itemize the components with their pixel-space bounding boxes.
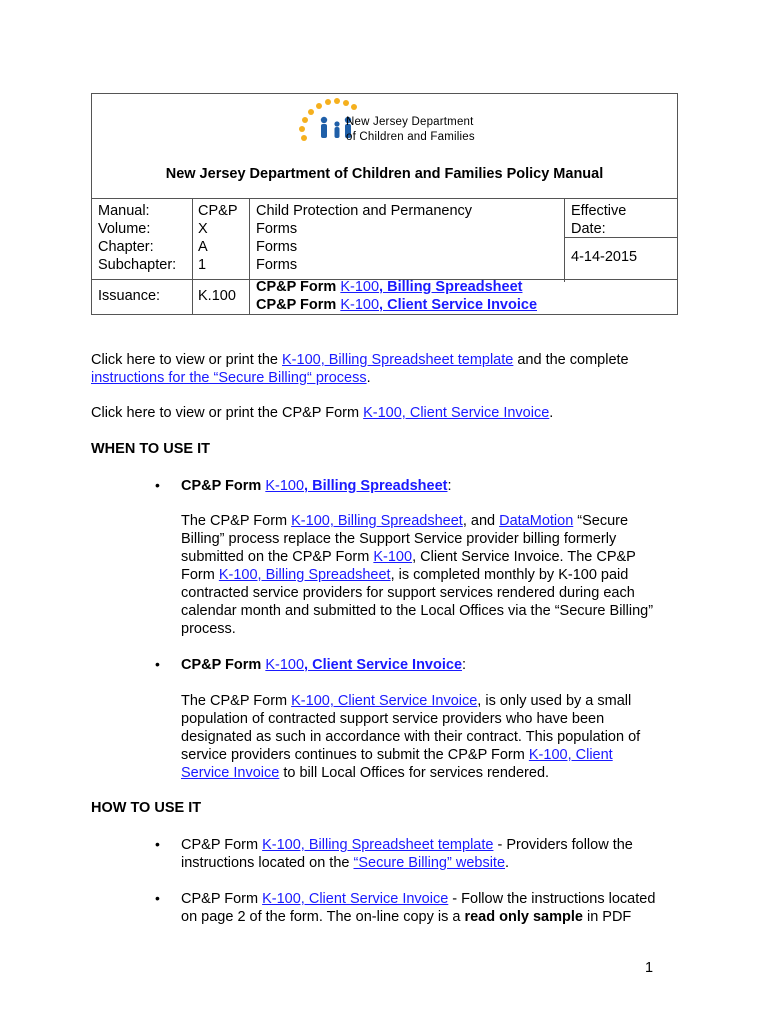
effective-date: 4-14-2015 — [571, 249, 638, 265]
para-text: instructions located on the — [181, 855, 354, 871]
code-issuance: K.100 — [198, 288, 236, 304]
when-item-1-para-line — [181, 548, 636, 566]
when-item-2-colon: : — [462, 657, 467, 673]
desc-subchapter: Forms — [256, 257, 298, 273]
when-item-2-para-line: population of contracted support service providers who have been — [181, 711, 605, 727]
para-text: - Follow the instructions located — [448, 891, 656, 907]
when-heading: WHEN TO USE IT — [91, 441, 210, 457]
how-item-1-line — [181, 854, 509, 872]
intro-text: . — [366, 370, 371, 386]
when-item-2-para-line: designated as such in accordance with their contract. This population of — [181, 729, 641, 745]
intro-text: Click here to view or print the — [91, 352, 282, 368]
how-heading: HOW TO USE IT — [91, 800, 202, 816]
issuance-billing-link-title[interactable]: , Billing Spreadsheet — [379, 279, 523, 295]
client-invoice-link[interactable]: Service Invoice — [181, 765, 280, 781]
issuance-line-2 — [256, 296, 537, 314]
intro-line-3 — [91, 404, 553, 422]
col-divider — [192, 198, 193, 315]
when-item-1-para-line: process. — [181, 621, 236, 637]
effective-label-2: Date: — [571, 221, 606, 237]
billing-template-link[interactable]: K-100, Billing Spreadsheet template — [262, 837, 494, 853]
para-text: The CP&P Form — [181, 693, 292, 709]
para-text: CP&P Form — [181, 891, 263, 907]
col-divider — [564, 198, 565, 282]
bullet-icon: • — [155, 890, 160, 906]
how-item-2-line — [181, 908, 631, 926]
bullet-icon: • — [155, 477, 160, 493]
bullet-icon: • — [155, 836, 160, 852]
para-text: service providers continues to submit the CP&P Form — [181, 747, 529, 763]
intro-line-2 — [91, 369, 371, 387]
para-text: in PDF — [582, 909, 632, 925]
para-text: , Client Service Invoice. The CP&P — [412, 549, 636, 565]
issuance-billing-link-code[interactable]: K-100 — [340, 279, 380, 295]
secure-billing-instructions-link[interactable]: instructions for the “Secure Billing“ process — [91, 370, 367, 386]
code-chapter: A — [198, 239, 208, 255]
para-text: to bill Local Offices for services rendered. — [279, 765, 550, 781]
client-invoice-link[interactable]: K-100, Client Service Invoice — [291, 693, 478, 709]
billing-spreadsheet-link[interactable]: K-100, Billing Spreadsheet — [291, 513, 463, 529]
when-item-1-para-line: contracted service providers for support services rendered during each — [181, 585, 635, 601]
when-item-2-link-code[interactable]: K-100 — [265, 657, 305, 673]
manual-title: New Jersey Department of Children and Families Policy Manual — [165, 166, 604, 182]
when-item-1-prefix: CP&P Form — [181, 478, 266, 494]
org-name-line2: of Children and Families — [346, 131, 475, 143]
intro-line-1 — [91, 351, 629, 369]
label-chapter: Chapter: — [98, 239, 154, 255]
when-item-2-prefix: CP&P Form — [181, 657, 266, 673]
intro-text: and the complete — [513, 352, 629, 368]
desc-manual: Child Protection and Permanency — [256, 203, 473, 219]
para-text: The CP&P Form — [181, 513, 292, 529]
desc-chapter: Forms — [256, 239, 298, 255]
billing-template-link[interactable]: K-100, Billing Spreadsheet template — [282, 352, 514, 368]
when-item-1-link-code[interactable]: K-100 — [265, 478, 305, 494]
when-item-2-title — [181, 656, 466, 674]
code-manual: CP&P — [198, 203, 238, 219]
para-text: , is completed monthly by K-100 paid — [390, 567, 629, 583]
bullet-icon: • — [155, 656, 160, 672]
para-text: , and — [462, 513, 500, 529]
policy-header-table — [91, 93, 678, 315]
label-manual: Manual: — [98, 203, 150, 219]
intro-text: . — [549, 405, 554, 421]
k100-link[interactable]: K-100 — [373, 549, 413, 565]
para-text: Form — [181, 567, 219, 583]
issuance-invoice-link-title[interactable]: , Client Service Invoice — [379, 297, 538, 313]
billing-spreadsheet-link[interactable]: K-100, Billing Spreadsheet — [218, 567, 391, 583]
para-text: , is only used by a small — [477, 693, 632, 709]
code-subchapter: 1 — [198, 257, 207, 273]
read-only-sample-emphasis: read only sample — [464, 909, 583, 925]
code-volume: X — [198, 221, 208, 237]
para-text: on page 2 of the form. The on-line copy is a — [181, 909, 465, 925]
when-item-2-para-line — [181, 764, 549, 782]
when-item-1-title — [181, 477, 452, 495]
issuance-line-2-prefix: CP&P Form — [256, 297, 341, 313]
client-invoice-link[interactable]: K-100, Client — [528, 747, 613, 763]
label-subchapter: Subchapter: — [98, 257, 177, 273]
para-text: CP&P Form — [181, 837, 263, 853]
para-text: submitted on the CP&P Form — [181, 549, 374, 565]
intro-text: Click here to view or print the CP&P Form — [91, 405, 364, 421]
when-item-1-para-line — [181, 566, 628, 584]
datamotion-link[interactable]: DataMotion — [499, 513, 574, 529]
when-item-1-colon: : — [447, 478, 452, 494]
when-item-2-para-line — [181, 692, 631, 710]
client-invoice-link[interactable]: K-100, Client Service Invoice — [262, 891, 449, 907]
col-divider — [249, 198, 250, 315]
when-item-1-para-line: calendar month and submitted to the Local Offices via the “Secure Billing” — [181, 603, 654, 619]
how-item-2-line — [181, 890, 655, 908]
effective-label-1: Effective — [571, 203, 627, 219]
issuance-line-1 — [256, 278, 522, 296]
secure-billing-website-link[interactable]: “Secure Billing” website — [353, 855, 506, 871]
label-volume: Volume: — [98, 221, 151, 237]
how-item-1-line — [181, 836, 633, 854]
issuance-invoice-link-code[interactable]: K-100 — [340, 297, 380, 313]
table-divider — [92, 198, 677, 199]
para-text: . — [505, 855, 510, 871]
when-item-2-para-line — [181, 746, 613, 764]
client-invoice-link[interactable]: K-100, Client Service Invoice — [363, 405, 550, 421]
issuance-line-1-prefix: CP&P Form — [256, 279, 341, 295]
label-issuance: Issuance: — [98, 288, 161, 304]
org-name-line1: New Jersey Department — [346, 116, 474, 128]
desc-volume: Forms — [256, 221, 298, 237]
when-item-1-para-line — [181, 512, 628, 530]
para-text: - Providers follow the — [493, 837, 633, 853]
when-item-1-link-title[interactable]: , Billing Spreadsheet — [304, 478, 448, 494]
when-item-1-para-line: Billing” process replace the Support Service provider billing formerly — [181, 531, 617, 547]
para-text: “Secure — [573, 513, 629, 529]
when-item-2-link-title[interactable]: , Client Service Invoice — [304, 657, 463, 673]
page-number: 1 — [645, 960, 654, 976]
